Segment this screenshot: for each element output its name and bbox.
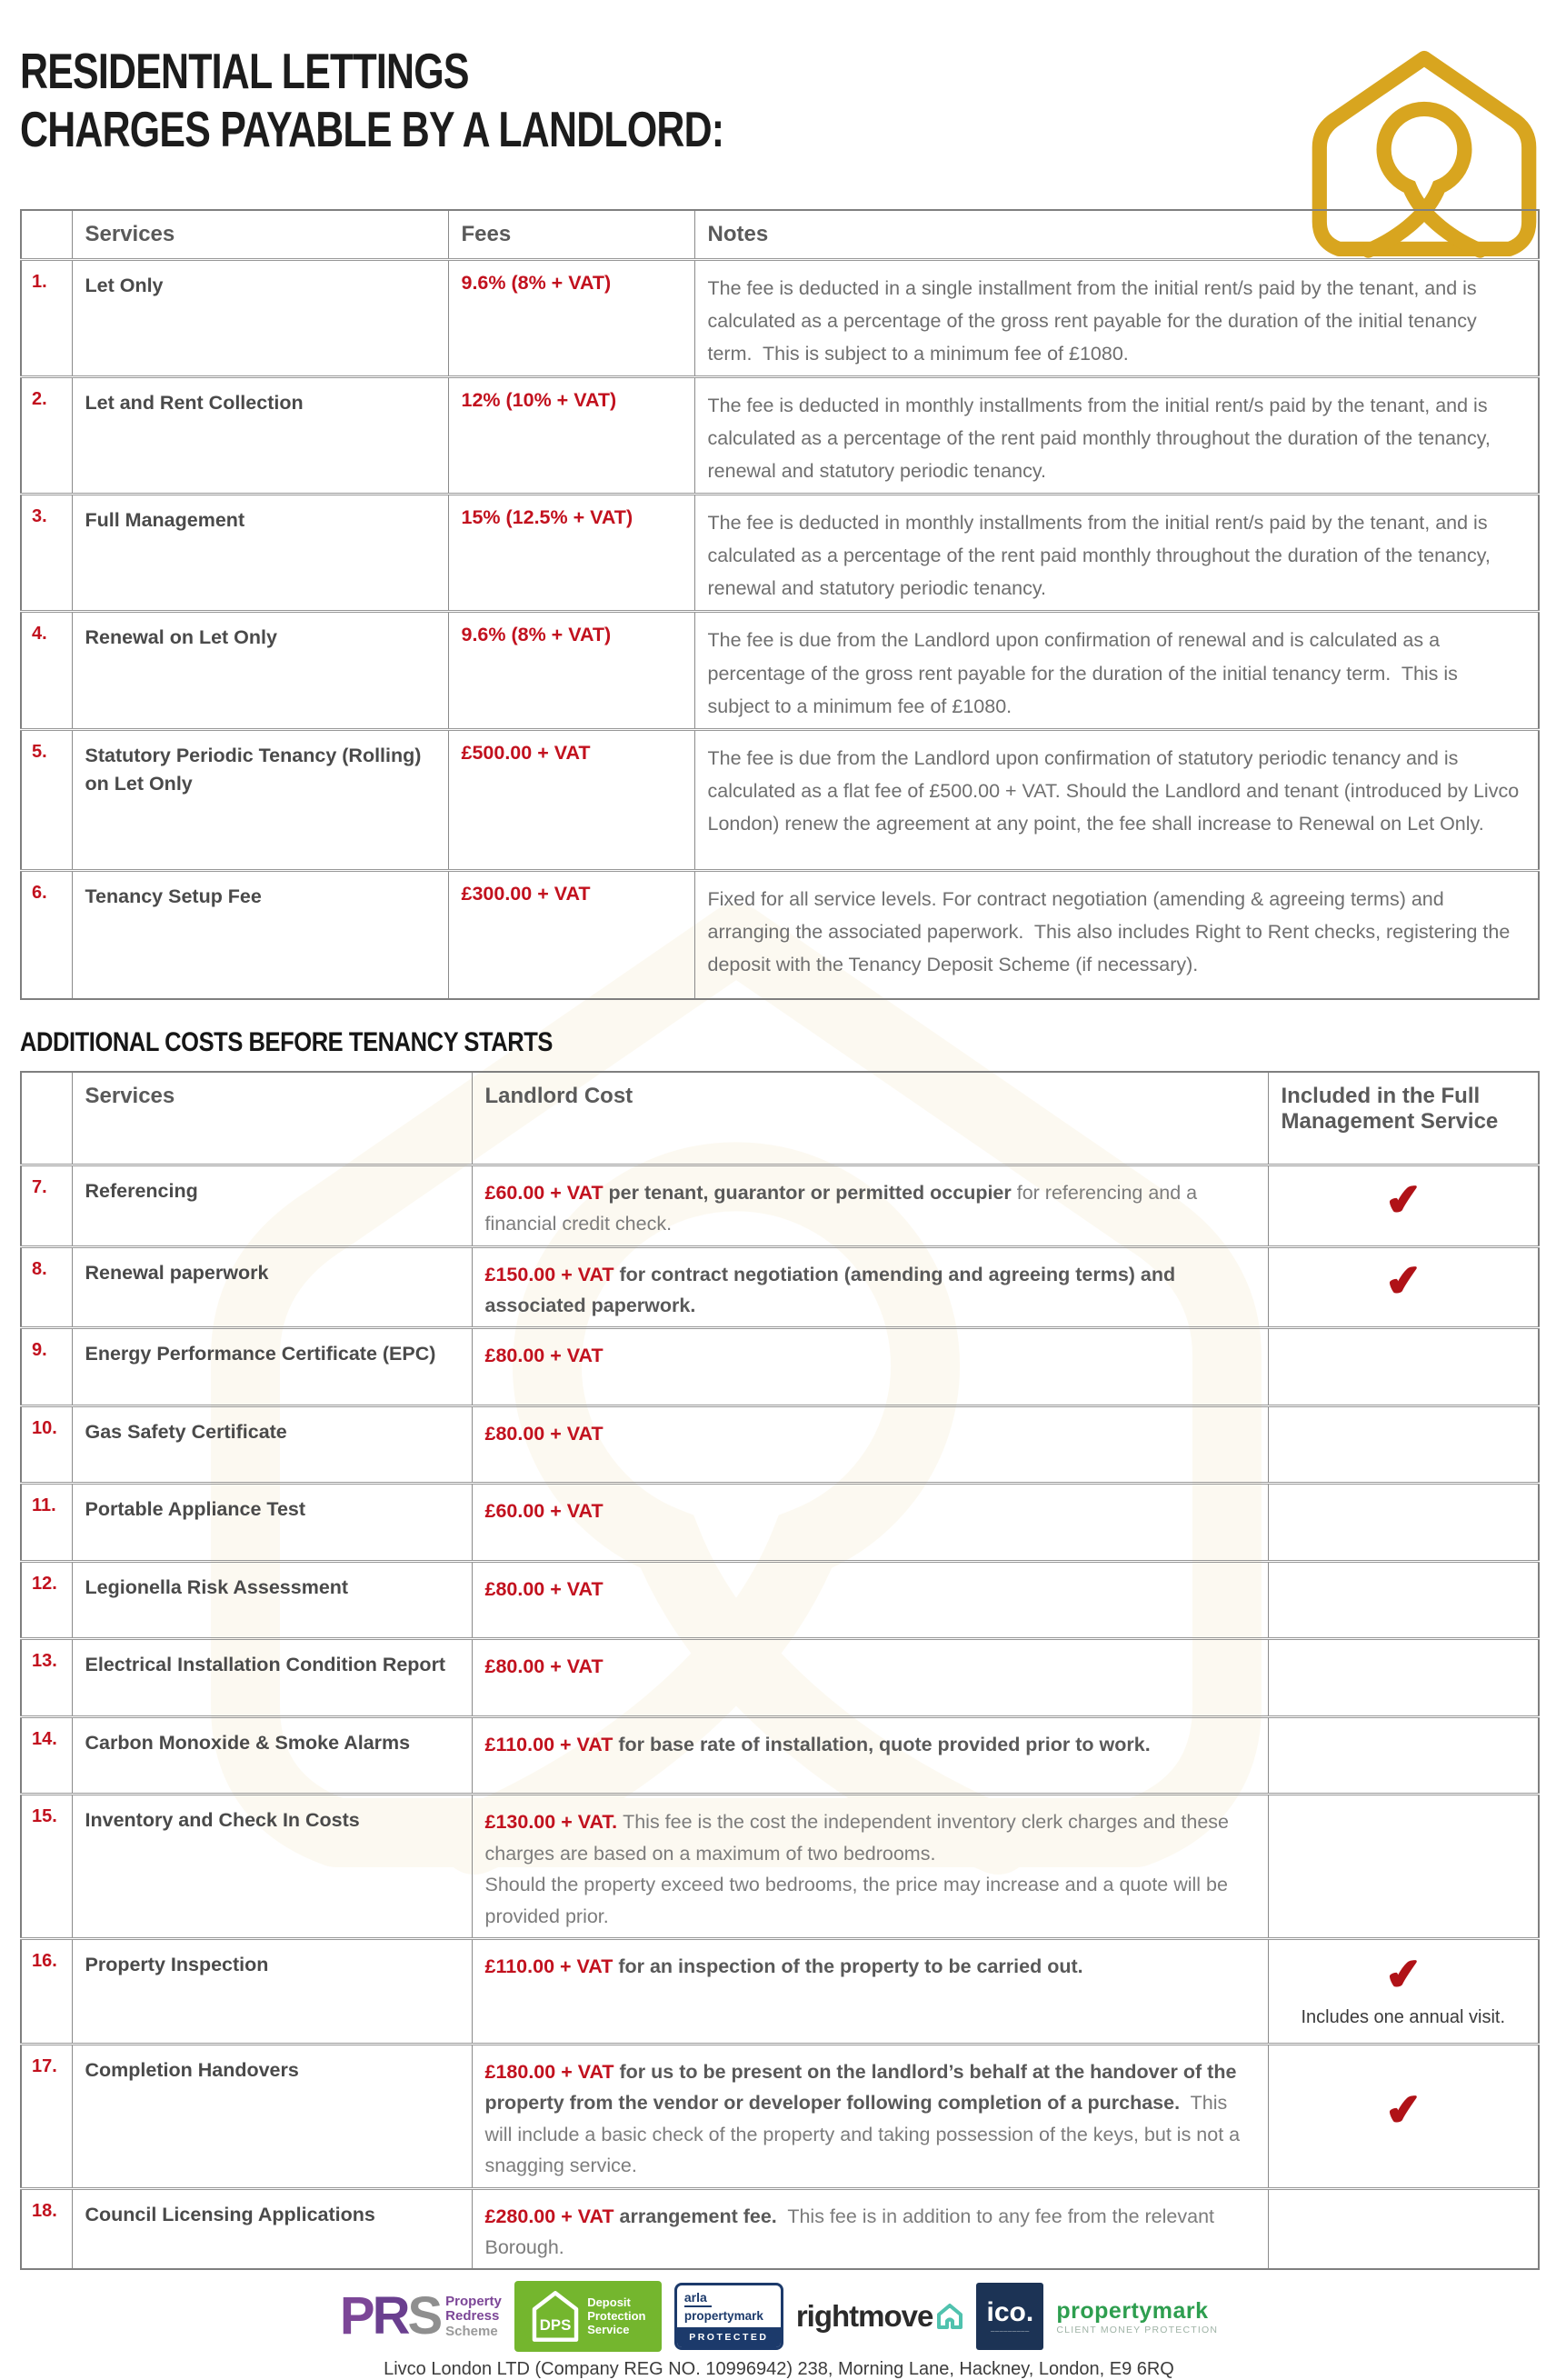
table-row [21,1165,1539,1246]
note-cell: The fee is due from the Landlord upon confirmation of renewal and is calculated as a percentage of the gross rent payable for the duration of the initial tenancy term. This is subject to a minimum fee of £1080. [694,612,1539,729]
service-name-cell [72,1328,472,1406]
service-name: Statutory Periodic Tenancy (Rolling) on Let Only [85,744,422,795]
service-name-cell [72,729,448,870]
number-column-header [21,210,72,259]
service-name-cell [72,376,448,494]
cost-amount: £80.00 + VAT [484,1578,603,1601]
service-name-cell [72,1795,472,1939]
services-column-header: Services [72,210,448,259]
service-name: Renewal on Let Only [85,626,277,649]
ico-sub-line: ───────── [990,2328,1030,2335]
table-header-row [21,1072,1539,1165]
included-column-header: Included in the Full Management Service [1268,1072,1539,1165]
cost-bold-text: per tenant, guarantor or permitted occupier [608,1181,1017,1204]
row-number-cell: 17. [32,2055,57,2076]
row-number-cell: 3. [32,506,47,527]
cost-amount: £110.00 + VAT [484,1734,619,1756]
row-number-cell: 10. [32,1418,57,1439]
svg-text:DPS: DPS [539,2316,572,2335]
row-number-cell: 12. [32,1574,57,1595]
prs-caption: Property Redress Scheme [445,2293,502,2339]
service-name-cell [72,495,448,612]
note-cell: The fee is due from the Landlord upon confirmation of statutory periodic tenancy and is calculated as a flat fee of £500.00 + VAT. Should the Landlord and tenant (introduced by Livco London) renew the agreement at any point, the fee shall increase to Renewal on Let Only. [694,729,1539,870]
row-number-cell: 18. [32,2200,57,2221]
service-name-cell [72,1406,472,1484]
cost-amount: £60.00 + VAT [484,1181,609,1204]
table-row [21,495,1539,612]
service-name: Energy Performance Certificate (EPC) [85,1343,436,1365]
arla-propertymark-logo [674,2283,783,2350]
service-name-cell [72,1484,472,1562]
service-name-cell [72,612,448,729]
additional-costs-table [20,1071,1540,2270]
service-name: Renewal paperwork [85,1261,269,1284]
service-name-cell [72,1246,472,1328]
table-row [21,1795,1539,1939]
fee-cell [448,259,694,376]
cost-bold-text: arrangement fee. [619,2205,777,2227]
landlord-cost-cell [472,2188,1268,2269]
table-row [21,1562,1539,1639]
fee-cell [448,495,694,612]
included-cell [1268,1717,1539,1795]
service-name-cell [72,2044,472,2188]
cost-amount: £80.00 + VAT [484,1423,603,1445]
cost-amount: £280.00 + VAT [484,2205,620,2227]
table-row [21,612,1539,729]
service-name: Electrical Installation Condition Report [85,1654,446,1676]
cost-bold-text: for base rate of installation, quote provided prior to work. [618,1734,1151,1756]
fee-value: 12% (10% + VAT) [461,388,617,411]
service-name: Carbon Monoxide & Smoke Alarms [85,1732,411,1755]
included-cell [1268,1246,1539,1328]
table-row [21,1639,1539,1717]
cost-regular-text: This will include a basic check of the property and taking possession of the keys, but is not a snagging service. [484,2092,1246,2177]
table-row [21,1406,1539,1484]
landlord-cost-cell [472,1484,1268,1562]
service-name-cell [72,1165,472,1246]
row-number-cell: 7. [32,1176,47,1197]
included-cell [1268,1938,1539,2044]
fee-cell [448,729,694,870]
note-cell: Fixed for all service levels. For contract negotiation (amending & agreeing terms) and arranging the associated paperwork. This also includes Right to Rent checks, registering the deposit with the Tenancy Deposit Scheme (if necessary). [694,870,1539,999]
included-cell [1268,1406,1539,1484]
row-number-cell: 9. [32,1340,47,1361]
table-row [21,1717,1539,1795]
cost-bold-text: for an inspection of the property to be carried out. [618,1955,1083,1977]
fee-cell [448,612,694,729]
included-cell [1268,2044,1539,2188]
service-name: Full Management [85,509,245,532]
service-name: Portable Appliance Test [85,1498,306,1521]
row-number-cell: 8. [32,1258,47,1279]
cost-amount: £80.00 + VAT [484,1655,603,1678]
included-cell [1268,1795,1539,1939]
row-number-cell: 13. [32,1651,57,1672]
service-name: Council Licensing Applications [85,2203,375,2225]
included-cell [1268,1639,1539,1717]
number-column-header [21,1072,72,1165]
rightmove-wordmark: rightmove [795,2299,933,2334]
arla-wordmark: arla [684,2290,712,2307]
included-note: Includes one annual visit. [1301,2006,1506,2027]
arla-propertymark-wordmark: propertymark [683,2309,763,2324]
landlord-cost-cell [472,1328,1268,1406]
landlord-cost-column-header: Landlord Cost [472,1072,1268,1165]
table-header-row [21,210,1539,259]
dps-logo [514,2281,662,2352]
landlord-cost-cell [472,1795,1268,1939]
services-column-header: Services [72,1072,472,1165]
arla-protected-band: PROTECTED [677,2327,781,2347]
table-row [21,2188,1539,2269]
cost-bold-text: for contract negotiation (amending and agreeing terms) and associated paperwork. [484,1263,1182,1316]
service-name-cell [72,1639,472,1717]
page-title [20,42,1538,158]
table-row [21,1328,1539,1406]
included-cell [1268,1484,1539,1562]
included-cell [1268,1165,1539,1246]
row-number-cell: 5. [32,741,47,762]
note-cell: The fee is deducted in monthly installments from the initial rent/s paid by the tenant, and is calculated as a percentage of the rent paid monthly throughout the duration of the tenancy, renewal and statutory periodic tenancy. [694,495,1539,612]
fee-value: 9.6% (8% + VAT) [461,271,612,294]
landlord-cost-cell [472,1562,1268,1639]
row-number-cell: 11. [32,1495,56,1516]
service-name: Legionella Risk Assessment [85,1576,349,1599]
cost-amount: £110.00 + VAT [484,1955,619,1977]
fee-cell [448,376,694,494]
service-name: Gas Safety Certificate [85,1421,287,1444]
checkmark-icon: ✔ [1382,1255,1424,1307]
note-cell: The fee is deducted in a single installment from the initial rent/s paid by the tenant, and is calculated as a percentage of the gross rent payable for the duration of the initial tenancy term. This is subject to a minimum fee of £1080. [694,259,1539,376]
service-name: Let and Rent Collection [85,391,304,414]
service-name-cell [72,1562,472,1639]
table-row [21,376,1539,494]
service-name-cell [72,1717,472,1795]
prs-abbr [339,2286,441,2346]
landlord-cost-cell [472,1639,1268,1717]
landlord-cost-cell [472,1938,1268,2044]
cost-amount: £80.00 + VAT [484,1345,603,1367]
table-row [21,1246,1539,1328]
page-title-line1: RESIDENTIAL LETTINGS [20,43,469,99]
table-row [21,729,1539,870]
additional-costs-section-title: ADDITIONAL COSTS BEFORE TENANCY STARTS [20,1027,553,1058]
fees-column-header: Fees [448,210,694,259]
dps-caption: Deposit Protection Service [587,2295,646,2336]
fee-value: 15% (12.5% + VAT) [461,506,633,529]
checkmark-icon: ✔ [1382,2084,1424,2136]
cost-regular-text: This fee is in addition to any fee from the relevant Borough. [484,2205,1220,2258]
fee-value: £300.00 + VAT [461,882,591,905]
cost-second-line: Should the property exceed two bedrooms, the price may increase and a quote will be provided prior. [484,1874,1233,1927]
document-page [0,42,1556,2380]
cost-regular-text: for referencing and a financial credit check. [484,1181,1203,1235]
row-number-cell: 15. [32,1806,57,1827]
table-row [21,1484,1539,1562]
table-row [21,259,1539,376]
row-number-cell: 6. [32,882,47,903]
propertymark-wordmark: propertymark [1056,2297,1209,2324]
cost-amount: £180.00 + VAT [484,2060,620,2083]
landlord-cost-cell [472,1165,1268,1246]
checkmark-icon: ✔ [1382,1948,1424,2000]
checkmark-icon: ✔ [1382,1173,1424,1225]
fee-cell [448,870,694,999]
service-name-cell [72,259,448,376]
cost-amount: £150.00 + VAT [484,1263,620,1285]
rightmove-logo [796,2299,964,2334]
row-number-cell: 4. [32,624,47,645]
service-name: Tenancy Setup Fee [85,885,262,907]
landlord-cost-cell [472,2044,1268,2188]
included-cell [1268,2188,1539,2269]
page-title-line2: CHARGES PAYABLE BY A LANDLORD: [20,101,724,157]
included-cell [1268,1562,1539,1639]
row-number-cell: 14. [32,1729,57,1750]
service-name: Inventory and Check In Costs [85,1809,360,1832]
propertymark-subtitle: CLIENT MONEY PROTECTION [1056,2324,1219,2335]
prs-letter-r: R [372,2286,408,2346]
prs-logo [339,2286,502,2346]
ico-wordmark: ico. [986,2296,1034,2327]
note-cell: The fee is deducted in monthly installments from the initial rent/s paid by the tenant, and is calculated as a percentage of the rent paid monthly throughout the duration of the tenancy, renewal and statutory periodic tenancy. [694,376,1539,494]
landlord-cost-cell [472,1717,1268,1795]
landlord-cost-cell [472,1246,1268,1328]
rightmove-house-icon [936,2303,963,2330]
service-name-cell [72,1938,472,2044]
prs-letter-p: P [339,2286,373,2346]
table-row [21,1938,1539,2044]
service-name: Completion Handovers [85,2058,299,2081]
row-number-cell: 2. [32,388,47,409]
company-address-line: Livco London LTD (Company REG NO. 10996942) 238, Morning Lane, Hackney, London, E9 6RQ [384,2359,1174,2380]
service-name: Referencing [85,1179,198,1202]
cost-amount: £60.00 + VAT [484,1500,603,1523]
prs-letter-s: S [407,2286,441,2346]
ico-logo [976,2283,1043,2350]
propertymark-logo [1056,2297,1218,2336]
row-number-cell: 1. [32,271,47,292]
cost-regular-text: This fee is the cost the independent inventory clerk charges and these charges are based on a maximum of two bedrooms. [484,1811,1234,1865]
cost-bold-text: for us to be present on the landlord’s behalf at the handover of the property from the vendor or developer following completion of a purchase. [484,2060,1242,2115]
service-name-cell [72,870,448,999]
table-row [21,2044,1539,2188]
notes-column-header: Notes [694,210,1539,259]
service-name: Property Inspection [85,1953,269,1975]
service-fees-table [20,209,1540,1000]
fee-value: £500.00 + VAT [461,741,591,764]
landlord-cost-cell [472,1406,1268,1484]
service-name-cell [72,2188,472,2269]
service-name: Let Only [85,274,164,296]
cost-amount: £130.00 + VAT. [484,1811,623,1834]
included-cell [1268,1328,1539,1406]
row-number-cell: 16. [32,1950,57,1971]
fee-value: 9.6% (8% + VAT) [461,624,612,646]
table-row [21,870,1539,999]
dps-house-icon [530,2288,581,2345]
accreditation-logos-row [20,2281,1538,2352]
